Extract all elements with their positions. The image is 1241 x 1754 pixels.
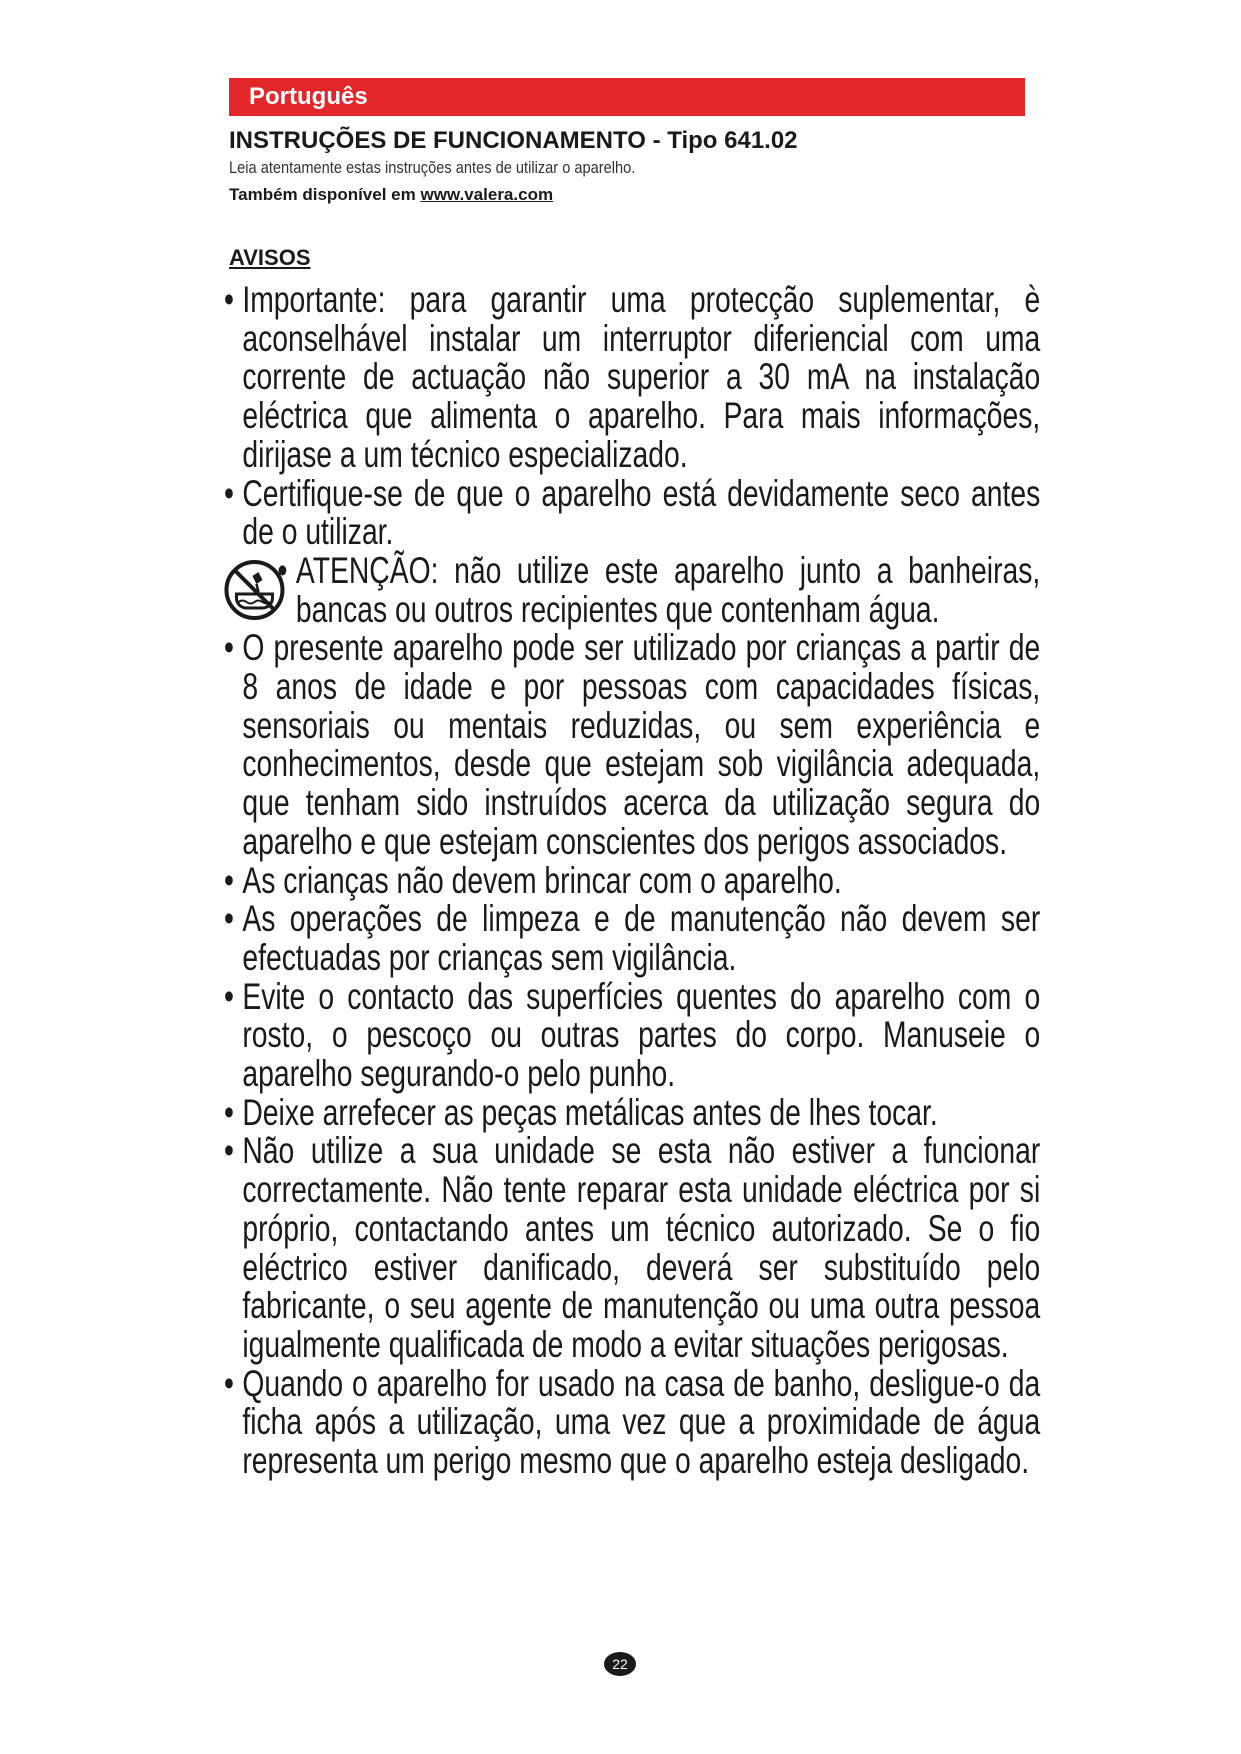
warning-item: • As crianças não devem brincar com o aparelho.	[224, 862, 1040, 901]
page-subtitle: Leia atentamente estas instruções antes de utilizar o aparelho.	[229, 158, 636, 177]
warning-item: • Não utilize a sua unidade se esta não estiver a funcionar correctamente. Não tente reparar esta unidade eléctrica por si próprio, contactando antes um técnico autorizado. Se o fio eléctrico estiver danificado, deverá ser substituído pelo fabricante, o seu agente de manutenção ou uma outra pessoa igualmente qualificada de modo a evitar situações perigosas.	[224, 1132, 1040, 1364]
warning-item: • O presente aparelho pode ser utilizado por crianças a partir de 8 anos de idade e por pessoas com capacidades físicas, sensoriais ou mentais reduzidas, ou sem experiência e conhecimentos, desde que estejam sob vigilância adequada, que tenham sido instruídos acerca da utilização segura do aparelho e que estejam conscientes dos perigos associados.	[224, 629, 1040, 861]
page-number-badge: 22	[604, 1652, 636, 1676]
language-banner: Português	[229, 78, 1025, 116]
no-water-bath-icon	[222, 558, 286, 622]
warning-item: • Certifique-se de que o aparelho está devidamente seco antes de o utilizar.	[224, 475, 1040, 552]
warning-text: ATENÇÃO: não utilize este aparelho junto a banheiras, bancas ou outros recipientes que contenham água.	[295, 549, 1041, 630]
warning-item: • Importante: para garantir uma protecção suplementar, è aconselhável instalar um interruptor diferiencial com uma corrente de actuação não superior a 30 mA na instalação eléctrica que alimenta o aparelho. Para mais informações, dirijase a um técnico especializado.	[224, 281, 1040, 475]
warning-item: • As operações de limpeza e de manutenção não devem ser efectuadas por crianças sem vigilância.	[224, 900, 1040, 977]
warning-item: • Quando o aparelho for usado na casa de banho, desligue-o da ficha após a utilização, uma vez que a proximidade de água representa um perigo mesmo que o aparelho esteja desligado.	[224, 1365, 1040, 1481]
page-title: INSTRUÇÕES DE FUNCIONAMENTO - Tipo 641.02	[229, 127, 798, 154]
warning-item: • Deixe arrefecer as peças metálicas antes de lhes tocar.	[224, 1094, 1040, 1133]
section-heading: AVISOS	[229, 245, 311, 270]
availability-prefix: Também disponível em	[229, 185, 416, 204]
warning-item: • Evite o contacto das superfícies quentes do aparelho com o rosto, o pescoço ou outras partes do corpo. Manuseie o aparelho segurando-o pelo punho.	[224, 978, 1040, 1094]
warning-item-bath	[224, 549, 1041, 630]
warning-list	[224, 281, 1130, 1481]
website-link[interactable]: www.valera.com	[420, 185, 554, 204]
availability-note	[229, 184, 553, 206]
